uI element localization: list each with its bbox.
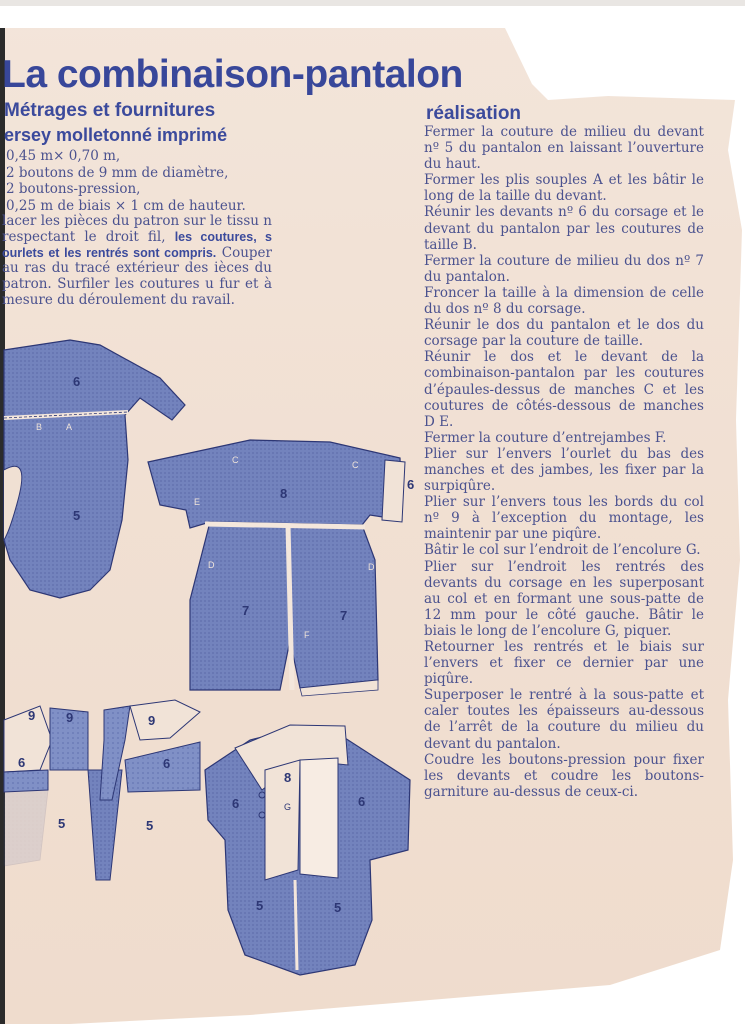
instruction-step: Superposer le rentré à la sous-patte et caler toutes les épaisseurs au-dessous de l’arrêt de la couture du milieu du devant du pantalon. (424, 687, 704, 752)
instruction-step: Réunir le dos du pantalon et le dos du corsage par la couture de taille. (424, 317, 704, 350)
piece-number-label: 5 (334, 900, 342, 915)
mark-label: C (352, 460, 359, 470)
back-pant-piece (190, 522, 378, 690)
instruction-step: Bâtir le col sur l’endroit de l’encolure G. (424, 542, 701, 559)
mark-label: C (232, 455, 239, 465)
instruction-step: Fermer la couture de milieu du dos nº 7 du pantalon. (424, 252, 704, 285)
mark-label: D (368, 562, 375, 572)
instruction-step: Réunir les devants nº 6 du corsage et le devant du pantalon par les coutures de taille B. (424, 204, 704, 253)
back-bodice-piece (148, 440, 402, 528)
supply-item: 2 boutons-pression, (6, 181, 141, 197)
supply-item: 0,25 m de biais × 1 cm de hauteur. (6, 197, 246, 214)
piece-number-label: 9 (28, 708, 36, 723)
piece-number-label: 7 (242, 603, 250, 618)
piece-number-label: 7 (340, 608, 348, 623)
front-placket (265, 760, 300, 880)
piece-number-label: 9 (148, 713, 156, 728)
instruction-step: Former les plis souples A et les bâtir le long de la taille du devant. (424, 172, 704, 205)
piece-number-label: 5 (73, 508, 81, 523)
piece-number-label: 9 (66, 710, 74, 725)
piece-number-label: 6 (232, 796, 240, 811)
instruction-step: Plier sur l’endroit les rentrés des devants du corsage en les superposant au col et en formant une sous-patte de 12 mm pour le côté gauche. Bâtir le biais le long de l’encolure G, piquer. (424, 558, 704, 639)
fabric-name: ersey molletonné imprimé (4, 125, 228, 145)
mark-label: F (304, 630, 310, 640)
center-front-seam (295, 880, 297, 970)
pant-left-shadow (4, 790, 48, 866)
instructions-heading: réalisation (426, 103, 522, 124)
instruction-step: Réunir le dos et le devant de la combinaison-pantalon par les coutures d’épaules-dessus de manches C et les coutures de côtés-dessous de manches D E. (424, 349, 704, 430)
instruction-step: Plier sur l’envers l’ourlet du bas des manches et des jambes, les fixer par la surpiqûre. (424, 445, 704, 495)
piece-number-label: 6 (407, 477, 415, 492)
instruction-step: Fermer la couture de milieu du devant nº 5 du pantalon en laissant l’ouverture du haut. (424, 124, 704, 173)
figure-finished-front (205, 725, 410, 975)
piece-number-label: 6 (73, 374, 81, 389)
bodice-left-front (4, 770, 48, 792)
piece-number-label: 8 (284, 770, 292, 785)
piece-number-label: 6 (163, 756, 171, 771)
mark-label: E (194, 497, 201, 507)
piece-number-label: 5 (256, 898, 264, 913)
figure-collar-attachment (4, 700, 200, 880)
instruction-step: Retourner les rentrés et le biais sur l’envers et fixer ce dernier par une piqûre. (424, 639, 704, 688)
instruction-step: Coudre les boutons-pression pour fixer les devants et coudre les boutons-garniture au-dessus de ceux-ci. (424, 751, 704, 800)
sleeve-hem (382, 460, 405, 522)
piece-number-label: 6 (358, 794, 366, 809)
mark-label: A (66, 422, 73, 432)
piece-number-label: 8 (280, 486, 288, 501)
mark-label: B (36, 422, 43, 432)
instruction-step: Fermer la couture d’entrejambes F. (424, 429, 667, 446)
cutting-text: Couper au ras du tracé extérieur des ièces du patron. Surfiler les coutures u fur et à mesure du déroulement du ravail. (2, 244, 273, 308)
figure-back-assembly (148, 440, 414, 696)
underlap (300, 758, 338, 878)
supply-item: 2 boutons de 9 mm de diamètre, (6, 164, 229, 181)
seam-allowance-note: les coutures, s ourlets et les rentrés sont compris. (2, 229, 272, 260)
back-waist-band (205, 524, 365, 527)
piece-number-label: 5 (58, 816, 66, 831)
cutting-text: lacer les pièces du patron sur le tissu n respectant le droit fil, (2, 213, 272, 245)
supplies-heading: Métrages et fournitures (4, 100, 216, 121)
supply-item: 0,45 m× 0,70 m, (6, 148, 121, 164)
page-title: La combinaison-pantalon (2, 53, 463, 96)
piece-number-label: 6 (18, 755, 26, 770)
piece-number-label: 5 (146, 818, 154, 833)
bias-strip (100, 706, 130, 800)
collar-piece-right (130, 700, 200, 740)
instruction-step: Froncer la taille à la dimension de celle du dos nº 8 du corsage. (424, 284, 704, 318)
mark-label: D (208, 560, 215, 570)
mark-label: G (284, 802, 292, 812)
instruction-step: Plier sur l’envers tous les bords du col nº 9 à l’exception du montage, les maintenir par une piqûre. (424, 494, 704, 543)
